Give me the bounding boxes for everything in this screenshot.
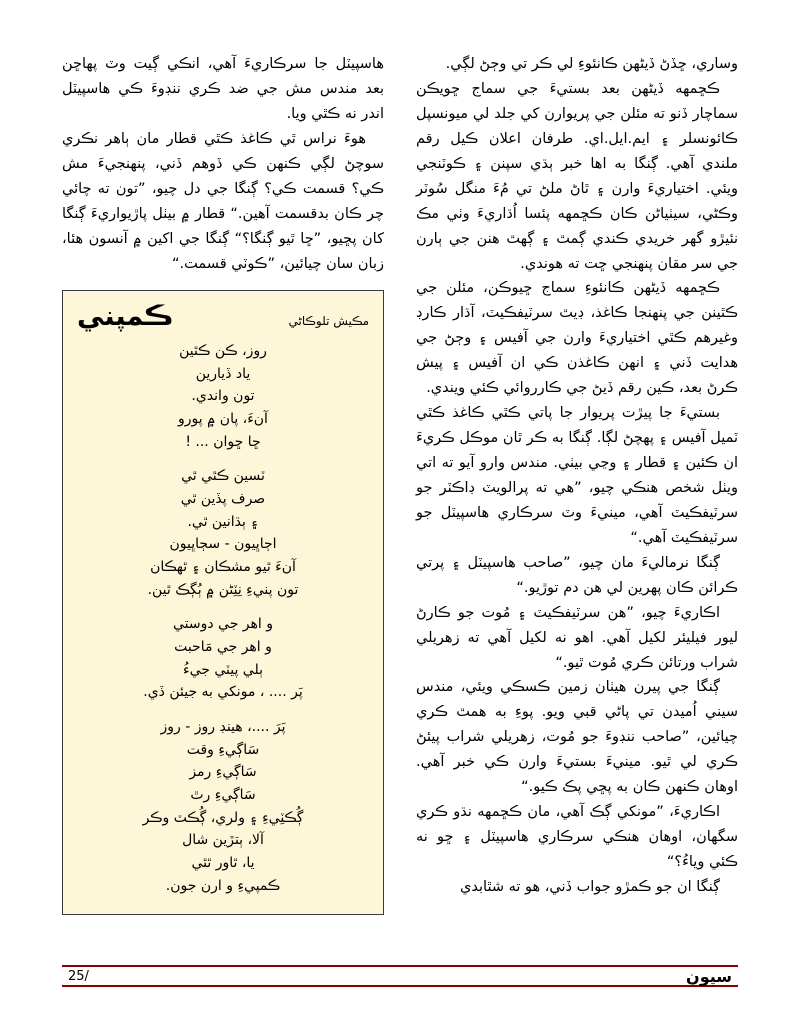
poem-line: روز، ڪن ڪٿين xyxy=(179,342,267,359)
poem-line: و اهر جي دوستي xyxy=(172,616,274,633)
paragraph: وساري، ڇڏڻ ڏيڻهن ڪانئوءِ لي ڪر تي وڄڻ لڳي. xyxy=(445,56,738,72)
stanza-gap xyxy=(77,601,369,613)
poem-body xyxy=(77,340,369,897)
poem-line: ٻلي پيٽي جيءُ xyxy=(182,661,264,678)
paragraph: اڪاريءَ، ”مونکي ڳڪ آهي، مان ڪڇمهه نڌو ڪري سگهان، اوهان هنڪي سرڪاري هاسپيٽل ۽ ڇو نه ڪئي وياءُ؟“ xyxy=(416,804,738,870)
page-footer xyxy=(62,965,738,987)
paragraph: بستيءَ جا پيڙت پريوار جا پاتي ڪٿي ڪاغذ ڪٿي ٽميل آفيس ۽ پهچڻ لڳا. ڳنگا به ڪر ٿان موڪل ڪريءَ ان ڪئين ۽ قطار ۽ وڃي بيٺي. مندس وارو آيو ته اتي ويٺل شخص هنڪي چيو، ”هي ته پرالويٽ ڊاڪٽر جو سرٽيفڪيٽ آهي، مينيءَ وٽ سرڪاري هاسپيٽل جو سرٽيفڪيٽ آهي.“ xyxy=(416,405,738,546)
poem-line: و اهر جي مَاحبت xyxy=(174,638,272,655)
paragraph: هوءَ نراس ٿي ڪاغذ ڪٿي قطار مان ٻاهر نڪري سوچڻ لڳي ڪنهن ڪي ڏوهم ڏني، پنهنجيءَ مش ڪي؟ قسمت ڪي؟ ڳنگا جي دل چيو، ”تون ته چائي چر ڪان بدقسمت آهين.“ قطار ۾ بيٺل پاڙيواريءَ ڳنگا کان پڇيو، ”ڇا ٿيو ڳنگا؟“ ڳنگا جي اکين ۾ آنسون هئا، زبان سان چيائين، ”ڪوٽي قسمت.“ xyxy=(62,130,384,272)
poem-line: آنءَ، پان ۾ پورو xyxy=(178,410,268,427)
poem-line: صرف پڏين ٿي xyxy=(180,490,266,507)
paragraph: هاسپيٽل جا سرڪاريءَ آهي، انڪي ڳيت وٽ پهاڇن بعد مندس مش جي ضد ڪري ننڊوءَ ڪي هاسپيٽل اندر نه ڪٿي ويا. xyxy=(62,56,384,122)
column-left xyxy=(62,52,384,915)
poem-line: يا، ٿاور ٿٿي xyxy=(191,854,255,871)
poem-line: پَرَ ....، هينڊ روز - روز xyxy=(160,718,286,735)
column-right xyxy=(416,52,738,900)
paragraph: ڪڇمهه ڏيڻهن ڪانئوءِ سماج ڇيوڪن، مئلن جي ڪٿينن جي پنهنجا ڪاغذ، ڊيٿ سرٽيفڪيٽ، آڌار ڪارڊ وغيرهم ڪٿي اختياريءَ وارن جي آفيس ۽ وڄڻ جي هدايت ڏني ۽ انهن ڪاغذن ڪي ان آفيس ۽ پيش ڪرڻ بعد، ڪين رقم ڏيڻ جي ڪارروائي ڪئي ويندي. xyxy=(416,280,738,397)
poem-line: ۽ ٻڌانين ٿي. xyxy=(187,513,259,530)
poem-line: آلا، ٻتڙين شال xyxy=(182,832,264,849)
poem-line: ڇا ڇوان ... ! xyxy=(185,433,261,450)
poem-header xyxy=(77,301,369,333)
stanza-gap xyxy=(77,704,369,716)
poem-stanza xyxy=(77,465,369,601)
poem-line: ٽسين ڪٿي ٿي xyxy=(181,468,265,485)
paragraph: ڳنگا نرماليءَ مان چيو، ”صاحب هاسپيٽل ۽ پرتي ڪرائن ڪان پهرين لي هن دم توڙيو.“ xyxy=(416,554,738,596)
stanza-gap xyxy=(77,453,369,465)
paragraph: ڳنگا جي پيرن هيٺان زمين ڪسڪي ويئي، مندس سيني اُميدن تي پاڻي قبي ويو. پوءِ به همٿ ڪري چيائين، ”صاحب ننڊوءَ جو مُوت، زهريلي شراب پيئڻ ڪري لي ٿيو. مينيءَ بستيءَ وارن ڪي خبر آهي. اوهان ڪنهن ڪان به پڇي پڪ ڪيو.“ xyxy=(416,679,738,796)
poem-line: سَاڳيءِ وقت xyxy=(186,741,260,758)
poem-line: پَر .... ، مونکي به جيئن ڏي. xyxy=(143,684,303,701)
paragraph: اڪاريءَ چيو، ”هن سرٽيفڪيٽ ۽ مُوت جو ڪارڻ ليور فيليئر لکيل آهي. اهو نه لکيل آهي ته زهريلي شراب ورتائن ڪري مُوت ٿيو.“ xyxy=(416,604,738,671)
poem-line: سَاڳيءِ رٿ xyxy=(190,786,256,803)
poem-line: آنءَ ٿيو مشڪان ۽ ٿهڪان xyxy=(150,558,296,575)
poem-line: سَاڳيءِ رمز xyxy=(189,764,257,781)
poem-line: ڳُڪٽِيءِ ۽ ولري، ڳُڪٽ وڪر xyxy=(142,809,304,826)
poem-line: ياد ڏيارين xyxy=(195,365,251,382)
poem-line: تون پنيءِ نِٽِڻن ۾ ٻُڳڪ ٿين. xyxy=(147,581,299,598)
poem-line: ڪمپيءِ و ارن جون. xyxy=(165,877,281,894)
poem-author: مڪيش تلوڪاڻي xyxy=(288,314,369,329)
poem-line: تون واندي. xyxy=(191,388,255,405)
poem-title: ڪمپني xyxy=(77,301,174,333)
footer-page-number: 25/ xyxy=(68,968,89,984)
poem-stanza xyxy=(77,613,369,704)
poem-stanza xyxy=(77,716,369,897)
footer-title: سپون xyxy=(686,966,732,986)
poem-box xyxy=(62,290,384,915)
poem-stanza xyxy=(77,340,369,453)
paragraph: ڪڇمهه ڏيڻهن بعد بستيءَ جي سماج ڇويڪن سماچار ڏنو ته مئلن جي پريوارن کي جلد لي ميونسپل ڪائونسلر ۽ ايم.ايل.اي. طرفان اعلان ڪيل رقم ملندي آهي. ڳنگا به اها خبر ٻڌي سپنن ۽ ڪوٽنجي ويئي. اختياريءَ وارن ۽ ٿاڻ ملڻ تي مُءَ منگل سُوٽر وڪڻي، سيٺياڻن ڪان ڪڇمهه پئسا اُڌاريءَ وٺي مڪ نئيڙو گهر خريدي ڪندي ڳمٿ ۽ ڳهٿ هنن جي ٻارن جي سر مقان پنهنجي ڇت ته هوندي. xyxy=(416,80,738,272)
poem-line: اڄاڀيون - سڄاڀيون xyxy=(169,536,277,553)
paragraph: ڳنگا ان جو ڪمڙو جواب ڏني، هو ته شٿابدي xyxy=(460,878,720,895)
page-content xyxy=(62,52,738,952)
